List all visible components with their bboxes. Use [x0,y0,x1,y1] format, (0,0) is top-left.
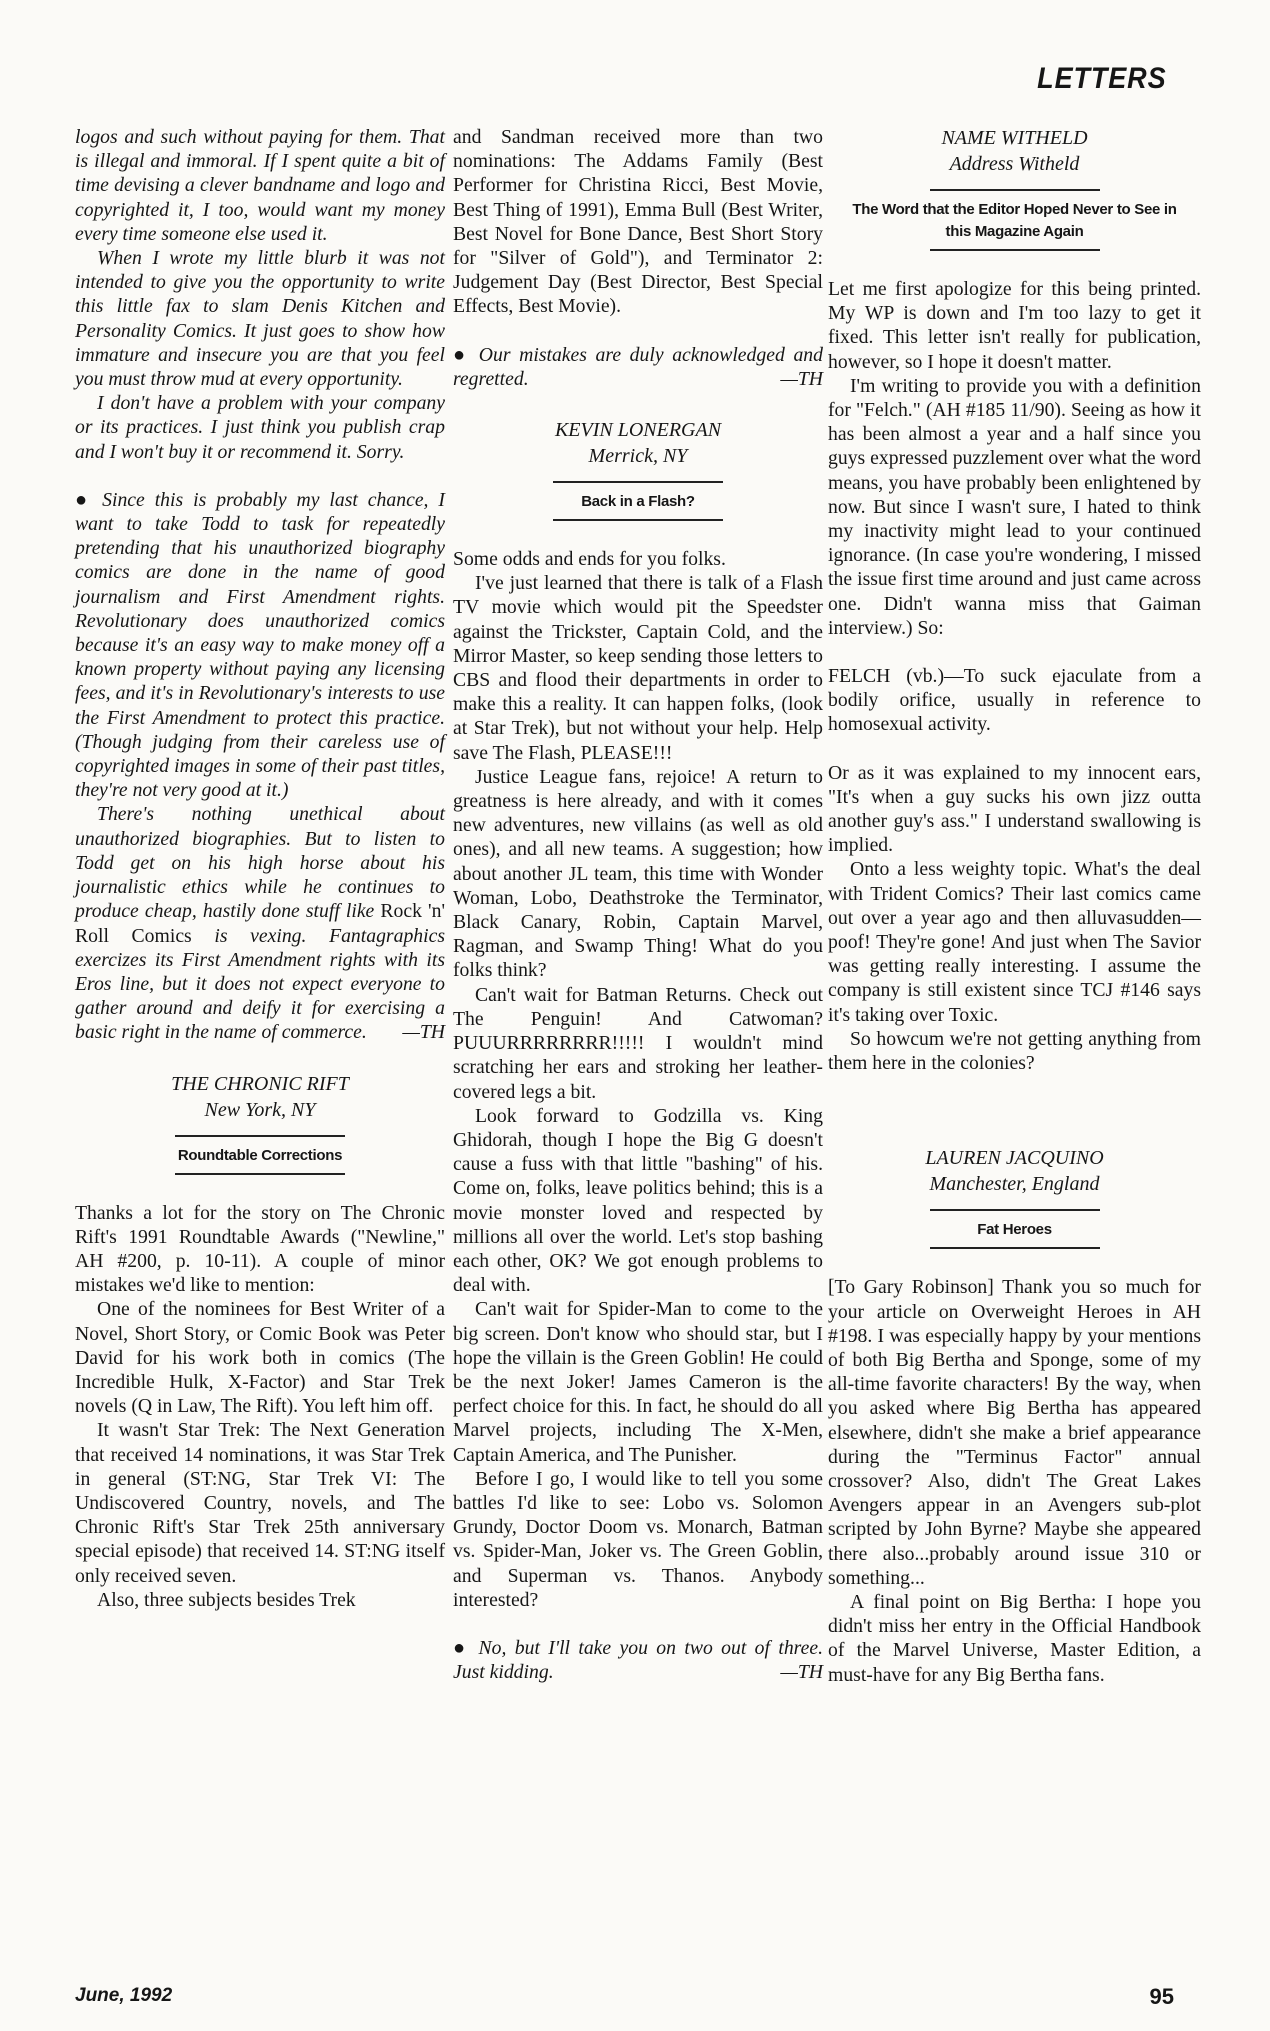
divider [175,1135,345,1137]
editor-note-paragraph: There's nothing unethical about unauthorized biographies. But to listen to Todd get on his high horse about his journalistic ethics while he continues to produce cheap, hastily done stuff like Rock 'n' Roll Comics is vexing. Fantagraphics exercizes its First Amendment rights with its Eros line, but it does not expect everyone to gather around and deify it for exercising a basic right in the name of commerce. —TH [75,803,445,1044]
letter-location: Merrick, NY [588,445,688,468]
divider [553,519,723,521]
letter-byline [828,125,1201,177]
divider [930,249,1100,251]
editor-note: ● Our mistakes are duly acknowledged and regretted. —TH [453,343,823,390]
paragraph: I don't have a problem with your company or its practices. I just think you publish crap and I won't buy it or recommend it. Sorry. [75,392,445,463]
paragraph: Thanks a lot for the story on The Chronic Rift's 1991 Roundtable Awards ("Newline," AH #200, p. 10-11). A couple of minor mistakes we'd like to mention: [75,1201,445,1297]
letter-author: LAUREN JACQUINO [925,1147,1104,1170]
divider [930,1209,1100,1211]
paragraph: Can't wait for Batman Returns. Check out The Penguin! And Catwoman? PUUURRRRRRRR!!!!! I wouldn't mind scratching her ears and stroking her leather-covered legs a bit. [453,983,823,1103]
letter-location: Address Witheld [949,153,1080,175]
letter-author: NAME WITHELD [941,127,1088,149]
paragraph: and Sandman received more than two nominations: The Addams Family (Best Performer for Christina Ricci, Best Movie, Best Thing of 1991), Emma Bull (Best Writer, Best Novel for Bone Dance, Best Short Story for "Silver of Gold"), and Terminator 2: Judgement Day (Best Director, Best Special Effects, Best Movie). [453,126,823,318]
divider [930,189,1100,191]
paragraph: A final point on Big Bertha: I hope you didn't miss her entry in the Official Handbook of the Marvel Universe, Master Edition, a must-have for any Big Bertha fans. [828,1590,1201,1686]
page-number: 95 [1149,1984,1174,2009]
editor-note: ● No, but I'll take you on two out of three. Just kidding. —TH [453,1636,823,1684]
bullet-icon: ● [453,343,469,366]
section-header: LETTERS [1037,62,1167,95]
paragraph: [To Gary Robinson] Thank you so much for your article on Overweight Heroes in AH #198. I was especially happy by your mentions of both Big Bertha and Sponge, some of my all-time favorite characters! By the way, when you asked where Big Bertha has appeared elsewhere, didn't she make a brief appearance during the "Terminus Factor" annual crossover? Also, didn't The Great Lakes Avengers appear in an Avengers sub-plot scripted by John Byrne? Maybe she appeared there also...probably around issue 310 or something... [828,1276,1201,1589]
paragraph: So howcum we're not getting anything from them here in the colonies? [828,1027,1201,1075]
paragraph: It wasn't Star Trek: The Next Generation that received 14 nominations, it was Star Trek in general (ST:NG, Star Trek VI: The Undiscovered Country, novels, and The Chronic Rift's Star Trek 25th anniversary special episode) that received 14. ST:NG itself only received seven. [75,1419,445,1587]
letter-location: Manchester, England [929,1173,1100,1196]
paragraph: One of the nominees for Best Writer of a Novel, Short Story, or Comic Book was Peter David for his work both in comics (The Incredible Hulk, X-Factor) and Star Trek novels (Q in Law, The Rift). You left him off. [75,1298,445,1418]
letter-headline: The Word that the Editor Hoped Never to See in this Magazine Again [852,201,1177,240]
editor-note: ● Since this is probably my last chance, I want to take Todd to task for repeatedly pretending that his unauthorized biography comics are done in the name of good journalism and First Amendment rights. Revolutionary does unauthorized comics because it's an easy way to make money off a known property without paying any licensing fees, and it's in Revolutionary's interests to use the First Amendment to protect this practice. (Though judging from their careless use of copyrighted images in some of their past titles, they're not very good at it.) [75,488,445,802]
letter-byline [453,417,823,469]
editor-signature: —TH [402,1021,445,1044]
paragraph: I've just learned that there is talk of a Flash TV movie which would pit the Speedster against the Trickster, Captain Cold, and the Mirror Master, so keep sending those letters to CBS and flood their departments in order to make this a reality. It can happen folks, (look at Star Trek), but not without your help. Help save The Flash, PLEASE!!! [453,572,823,764]
paragraph: Can't wait for Spider-Man to come to the big screen. Don't know who should star, but I hope the villain is the Green Goblin! He could be the next Joker! James Cameron is the perfect choice for this. In fact, he should do all Marvel projects, including The X-Men, Captain America, and The Punisher. [453,1298,823,1466]
letter-headline: Roundtable Corrections [177,1146,343,1164]
paragraph: logos and such without paying for them. That is illegal and immoral. If I spent quite a bit of time devising a clever bandname and logo and copyrighted it, I too, would want my money every time someone else used it. [75,126,445,245]
letter-author: THE CHRONIC RIFT [171,1072,349,1095]
column-1 [75,125,445,1612]
paragraph: Before I go, I would like to tell you some battles I'd like to see: Lobo vs. Solomon Grundy, Doctor Doom vs. Monarch, Batman vs. Spider-Man, Joker vs. The Green Goblin, and Superman vs. Thanos. Anybody interested? [453,1467,823,1611]
paragraph: Justice League fans, rejoice! A return to greatness is here already, and with it comes new adventures, new villains (as well as old ones), and all new teams. A suggestion; how about another JL team, this time with Wonder Woman, Lobo, Deathstroke the Terminator, Black Canary, Robin, Captain Marvel, Ragman, and Swamp Thing! What do you folks think? [453,765,823,982]
letter-location: New York, NY [204,1098,316,1121]
definition: FELCH (vb.)—To suck ejaculate from a bodily orifice, usually in reference to homosexual activity. [828,665,1201,736]
paragraph: When I wrote my little blurb it was not intended to give you the opportunity to write this little fax to slam Denis Kitchen and Personality Comics. It just goes to show how immature and insecure you are that you feel you must throw mud at every opportunity. [75,247,445,391]
divider [175,1173,345,1175]
bullet-icon: ● [75,488,93,511]
divider [930,1247,1100,1249]
editor-signature: —TH [780,1661,823,1684]
paragraph: Also, three subjects besides Trek [97,1588,356,1611]
column-2 [453,125,823,1684]
letter-byline [75,1071,445,1123]
issue-date: June, 1992 [75,1985,173,2006]
letter-headline: Back in a Flash? [581,493,695,511]
letter-byline [828,1145,1201,1197]
paragraph: Let me first apologize for this being printed. My WP is down and I'm too lazy to get it fixed. This letter isn't really for publication, however, so I hope it doesn't matter. [828,278,1201,373]
editor-signature: —TH [780,367,823,390]
letter-headline: Fat Heroes [977,1221,1052,1239]
paragraph: Look forward to Godzilla vs. King Ghidorah, though I hope the Big G doesn't cause a fuss with that little "bashing" of his. Come on, folks, leave politics behind; this is a movie monster loved and respected by millions all over the world. Let's stop bashing each other, OK? We got enough problems to deal with. [453,1104,823,1297]
paragraph: I'm writing to provide you with a definition for "Felch." (AH #185 11/90). Seeing as how it has been almost a year and a half since you guys expressed puzzlement over what the word means, you have probably been enlightened by now. But since I wasn't sure, I hated to think my inactivity might lead to your continued ignorance. (In case you're wondering, I missed the issue first time around and just came across one. Didn't wanna miss that Gaiman interview.) So: [828,374,1201,639]
paragraph: Or as it was explained to my innocent ears, "It's when a guy sucks his own jizz outta another guy's ass." I understand swallowing is implied. [828,761,1201,857]
bullet-icon: ● [453,1636,469,1659]
paragraph: Some odds and ends for you folks. [453,548,726,571]
column-3 [828,125,1201,1687]
letter-author: KEVIN LONERGAN [554,419,722,442]
divider [553,481,723,483]
paragraph: Onto a less weighty topic. What's the deal with Trident Comics? Their last comics came out over a year ago and then alluvasudden—poof! They're gone! And just when The Savior was getting really interesting. I assume the company is still existent since TCJ #146 says it's taking over Toxic. [828,858,1201,1026]
